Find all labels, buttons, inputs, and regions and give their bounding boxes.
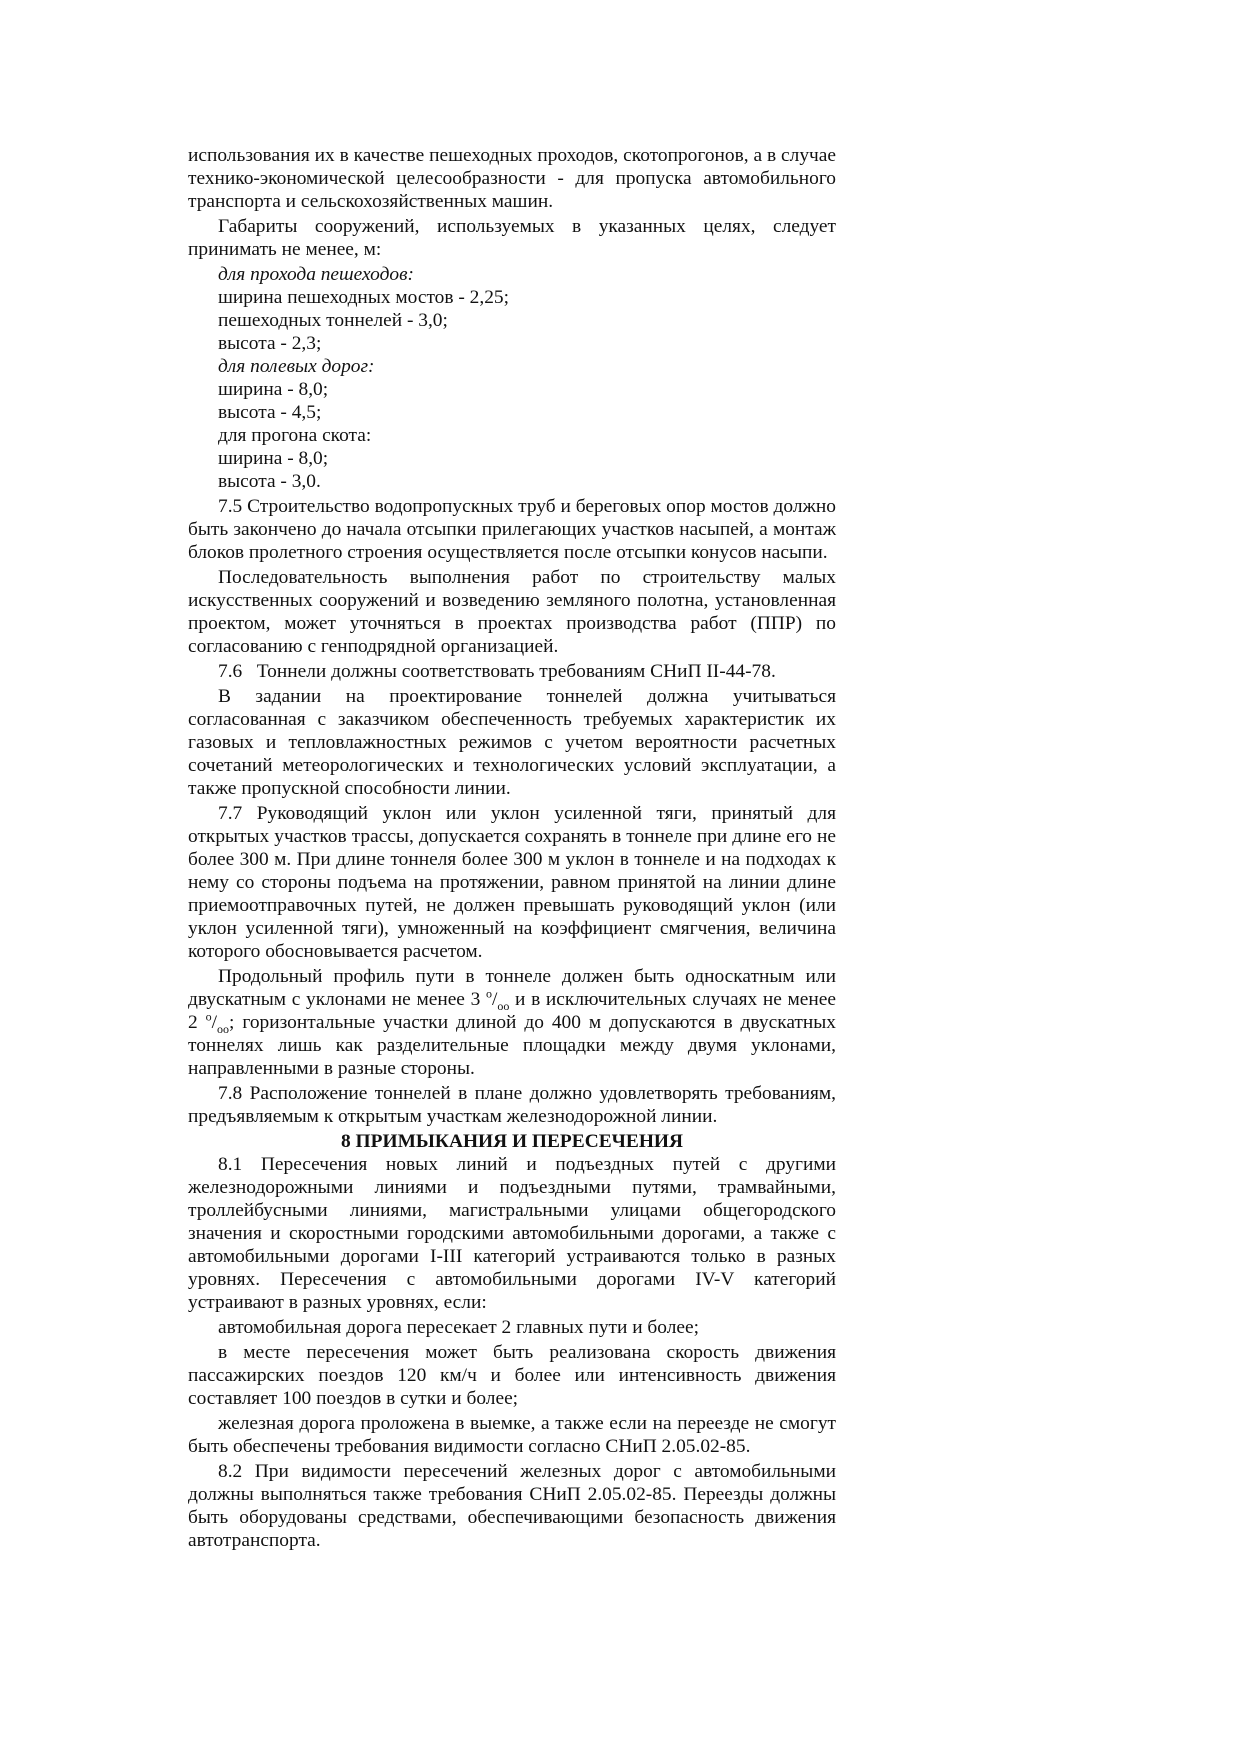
paragraph-profile: [188, 965, 836, 1080]
document-page: [188, 144, 836, 1554]
paragraph-road-condition: автомобильная дорога пересекает 2 главных пути и более;: [218, 1317, 700, 1338]
paragraph-gabarity: Габариты сооружений, используемых в указанных целях, следует принимать не менее, м:: [188, 216, 836, 260]
list-item: ширина - 8,0;: [218, 448, 329, 469]
paragraph-7-7: 7.7 Руководящий уклон или уклон усиленной тяги, принятый для открытых участков трассы, допускается сохранять в тоннеле при длине его не более 300 м. При длине тоннеля более 300 м уклон в тоннеле и на подходах к нему со стороны подъема на протяжении, равном принятой на линии длине приемоотправочных путей, не должен превышать руководящий уклон (или уклон усиленной тяги), умноженный на коэффициент смягчения, величина которого обосновывается расчетом.: [188, 803, 836, 962]
paragraph-rail-condition: железная дорога проложена в выемке, а также если на переезде не смогут быть обеспечены требования видимости согласно СНиП 2.05.02-85.: [188, 1413, 836, 1457]
list-item: высота - 3,0.: [218, 471, 321, 492]
list-item: высота - 4,5;: [218, 402, 322, 423]
list-item: ширина пешеходных мостов - 2,25;: [218, 287, 509, 308]
list-item: ширина - 8,0;: [218, 379, 329, 400]
paragraph-7-5: 7.5 Строительство водопропускных труб и береговых опор мостов должно быть закончено до начала отсыпки прилегающих участков насыпей, а монтаж блоков пролетного строения осуществляется после отсыпки конусов насыпи.: [188, 496, 836, 563]
paragraph-8-1: 8.1 Пересечения новых линий и подъездных путей с другими железнодорожными линиями и подъездными путями, трамвайными, троллейбусными линиями, магистральными улицами общегородского значения и скоростными городскими автомобильными дорогами, а также с автомобильными дорогами I-III категорий устраиваются только в разных уровнях. Пересечения с автомобильными дорогами IV-V категорий устраивают в разных уровнях, если:: [188, 1154, 836, 1313]
list-title-pedestrian: для прохода пешеходов:: [218, 264, 414, 285]
permille-sup: о: [485, 986, 492, 1001]
list-item: высота - 2,3;: [218, 333, 322, 354]
profile-text-3: ; горизонтальные участки длиной до 400 м допускаются в двускатных тоннелях лишь как разделительные площадки между двумя уклонами, направленными в разные стороны.: [188, 1012, 837, 1079]
paragraph-tunnel-task: В задании на проектирование тоннелей должна учитываться согласованная с заказчиком обеспеченность требуемых характеристик их газовых и тепловлажностных режимов с учетом вероятности расчетных сочетаний метеорологических и технологических условий эксплуатации, а также пропускной способности линии.: [188, 686, 836, 799]
permille-sub: оо: [497, 998, 510, 1013]
permille-slash: /: [211, 1012, 218, 1033]
profile-text-1: Продольный профиль пути в тоннеле должен быть односкатным или двускатным с уклонами не менее 3: [188, 966, 836, 1010]
list-title-field-roads: для полевых дорог:: [218, 356, 375, 377]
permille-slash: /: [491, 989, 498, 1010]
paragraph-7-6: 7.6 Тоннели должны соответствовать требованиям СНиП II-44-78.: [218, 661, 776, 682]
list-item: пешеходных тоннелей - 3,0;: [218, 310, 448, 331]
section-heading-8: 8 ПРИМЫКАНИЯ И ПЕРЕСЕЧЕНИЯ: [341, 1131, 683, 1152]
paragraph-speed-condition: в месте пересечения может быть реализована скорость движения пассажирских поездов 120 км/ч и более или интенсивность движения составляет 100 поездов в сутки и более;: [188, 1342, 836, 1409]
permille-sup: о: [205, 1009, 212, 1024]
paragraph-intro: использования их в качестве пешеходных проходов, скотопрогонов, а в случае технико-экономической целесообразности - для пропуска автомобильного транспорта и сельскохозяйственных машин.: [188, 145, 836, 212]
permille-sub: оо: [217, 1021, 230, 1036]
paragraph-7-8: 7.8 Расположение тоннелей в плане должно удовлетворять требованиям, предъявляемым к открытым участкам железнодорожной линии.: [188, 1083, 836, 1127]
paragraph-sequence: Последовательность выполнения работ по строительству малых искусственных сооружений и возведению земляного полотна, установленная проектом, может уточняться в проектах производства работ (ППР) по согласованию с генподрядной организацией.: [188, 567, 836, 657]
profile-text-2: и в исключительных случаях не менее 2: [188, 989, 836, 1033]
paragraph-8-2: 8.2 При видимости пересечений железных дорог с автомобильными должны выполняться также требования СНиП 2.05.02-85. Переезды должны быть оборудованы средствами, обеспечивающими безопасность движения автотранспорта.: [188, 1461, 836, 1551]
list-title-cattle: для прогона скота:: [218, 425, 372, 446]
